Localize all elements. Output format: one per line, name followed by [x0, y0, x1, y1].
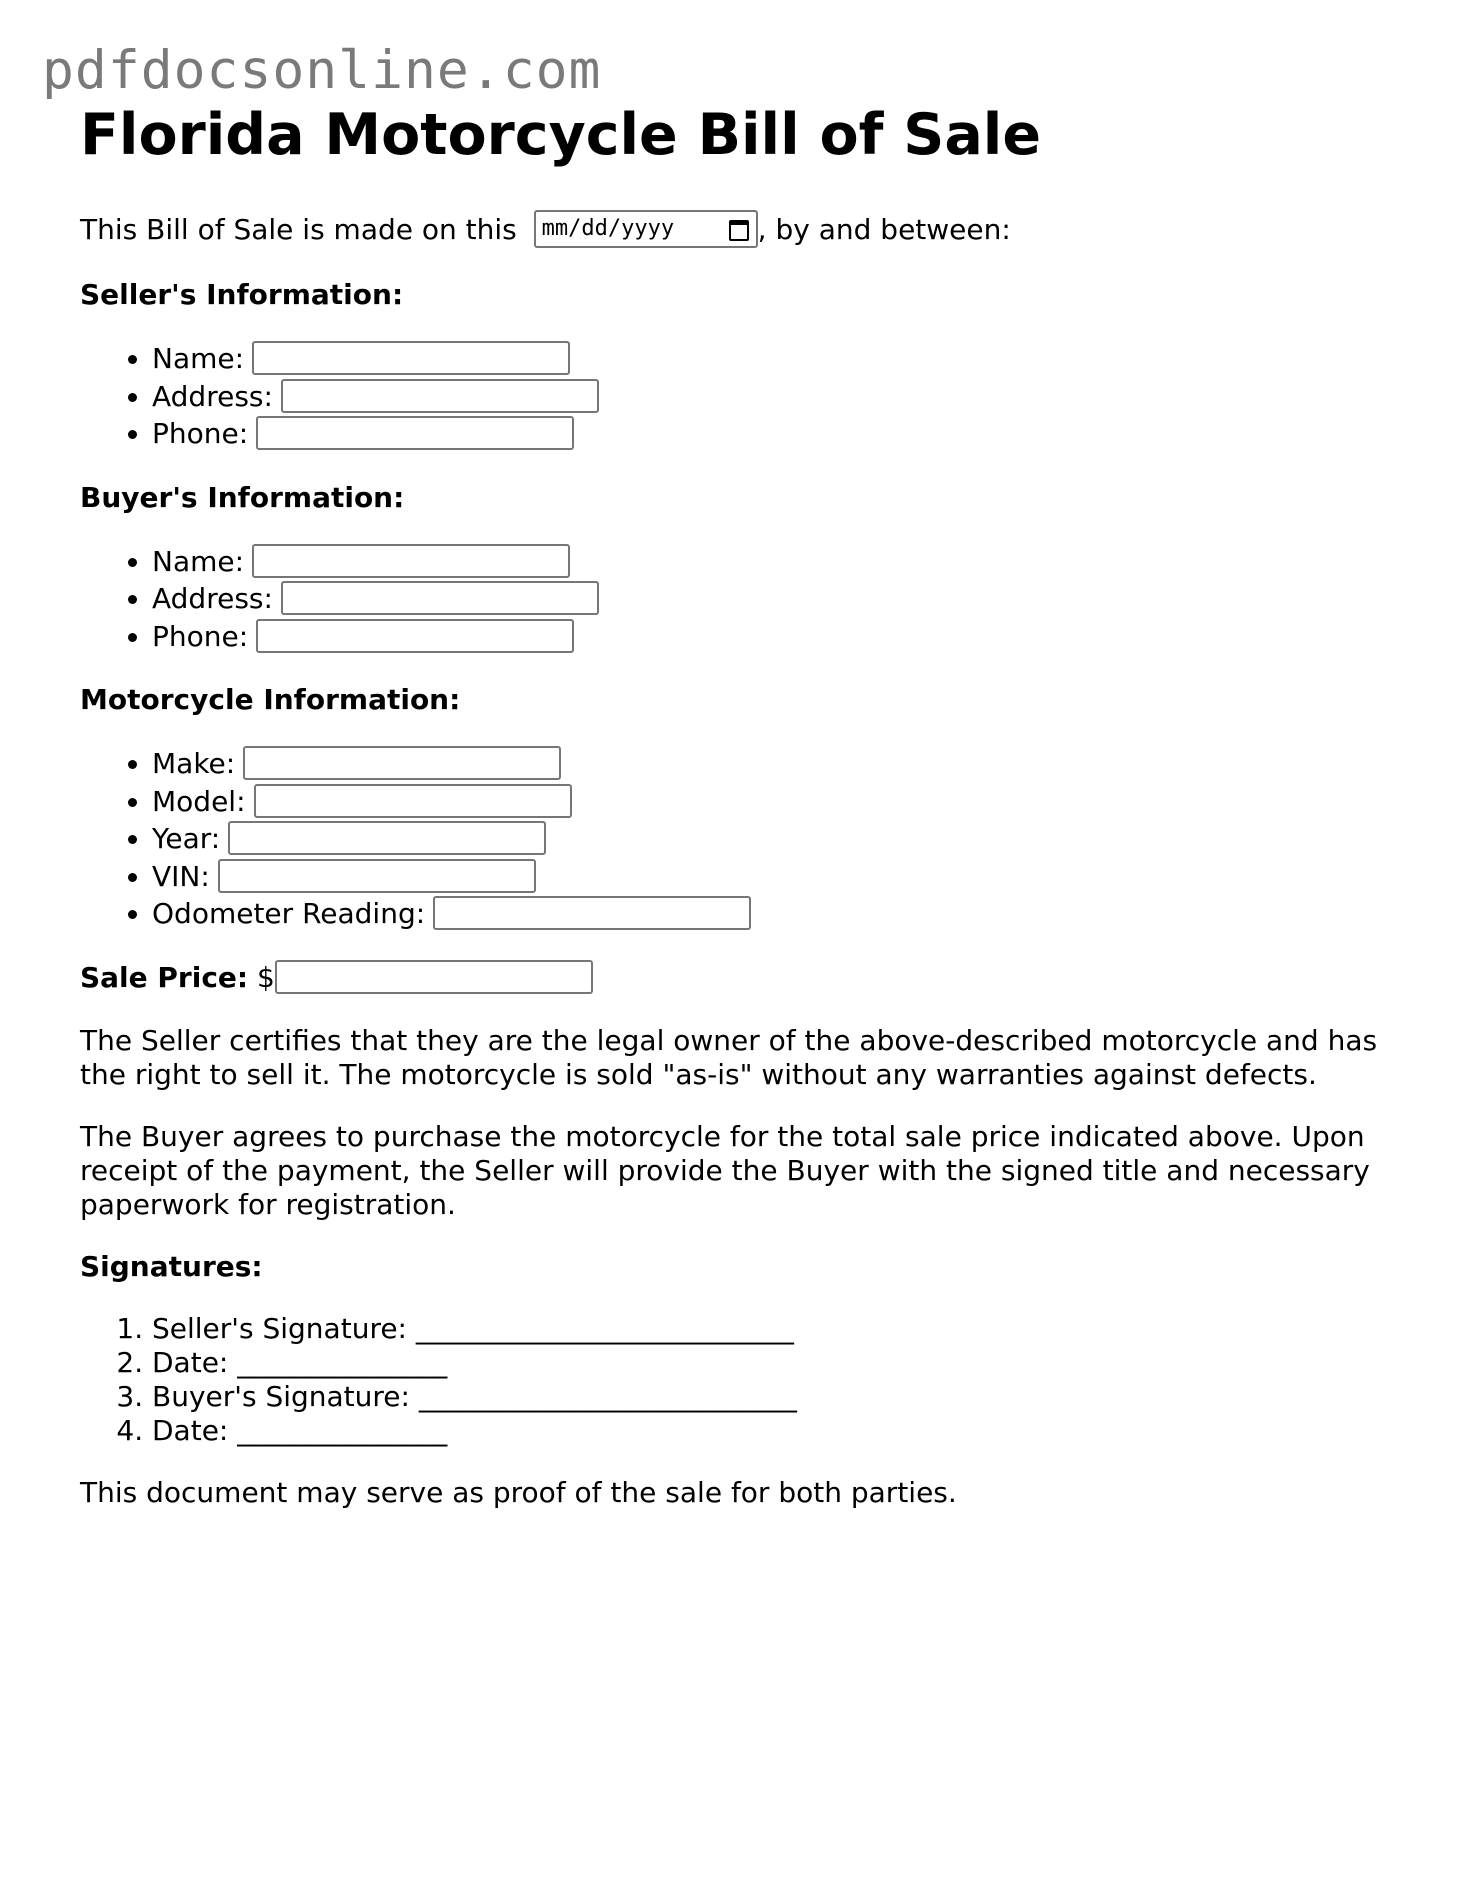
seller-heading: Seller's Information:	[80, 278, 404, 312]
motorcycle-heading: Motorcycle Information:	[80, 683, 461, 717]
buyer-address-label: Address:	[152, 582, 273, 616]
seller-phone-label: Phone:	[152, 417, 249, 451]
sale-price-line	[80, 961, 1400, 996]
seller-signature-line: 1. Seller's Signature: ___________________________	[152, 1312, 1400, 1346]
sale-date-input[interactable]	[534, 210, 758, 248]
watermark: pdfdocsonline.com	[42, 40, 602, 101]
document-body	[80, 100, 1400, 1510]
vin-item	[152, 858, 1400, 896]
date-placeholder: mm/dd/yyyy	[541, 216, 675, 242]
buyer-phone-item	[152, 618, 1400, 656]
seller-date-line: 2. Date: _______________	[152, 1346, 1400, 1380]
buyer-name-input[interactable]	[252, 544, 570, 578]
seller-fields	[80, 340, 1400, 453]
intro-line	[80, 212, 1400, 250]
buyer-address-item	[152, 580, 1400, 618]
buyer-fields	[80, 543, 1400, 656]
seller-name-input[interactable]	[252, 341, 570, 375]
odometer-input[interactable]	[433, 896, 751, 930]
seller-name-label: Name:	[152, 342, 245, 376]
signatures-heading: Signatures:	[80, 1249, 263, 1283]
buyer-heading: Buyer's Information:	[80, 480, 405, 514]
make-input[interactable]	[243, 746, 561, 780]
buyer-signature-line: 3. Buyer's Signature: ___________________________	[152, 1380, 1400, 1414]
sale-price-label: Sale Price:	[80, 960, 249, 994]
seller-address-label: Address:	[152, 379, 273, 413]
seller-phone-input[interactable]	[256, 416, 574, 450]
closing-statement: This document may serve as proof of the sale for both parties.	[80, 1475, 957, 1509]
odometer-label: Odometer Reading:	[152, 897, 426, 931]
intro-suffix: , by and between:	[757, 213, 1011, 247]
buyer-address-input[interactable]	[281, 581, 599, 615]
calendar-icon[interactable]	[729, 220, 749, 241]
make-item	[152, 745, 1400, 783]
page-title: Florida Motorcycle Bill of Sale	[80, 102, 1041, 168]
intro-prefix: This Bill of Sale is made on this	[80, 213, 517, 247]
signatures-list	[80, 1312, 1400, 1448]
seller-phone-item	[152, 415, 1400, 453]
seller-certification-paragraph: The Seller certifies that they are the legal owner of the above-described motorcycle and has the right to sell it. The motorcycle is sold "as-is" without any warranties against defects.	[80, 1023, 1378, 1091]
currency-symbol: $	[257, 960, 275, 994]
model-input[interactable]	[254, 784, 572, 818]
vin-input[interactable]	[218, 859, 536, 893]
model-item	[152, 783, 1400, 821]
odometer-item	[152, 895, 1400, 933]
sale-price-input[interactable]	[275, 960, 593, 994]
buyer-name-label: Name:	[152, 544, 245, 578]
buyer-name-item	[152, 543, 1400, 581]
year-item	[152, 820, 1400, 858]
make-label: Make:	[152, 747, 236, 781]
buyer-phone-input[interactable]	[256, 619, 574, 653]
motorcycle-fields	[80, 745, 1400, 933]
buyer-phone-label: Phone:	[152, 619, 249, 653]
buyer-agreement-paragraph: The Buyer agrees to purchase the motorcycle for the total sale price indicated above. Upon receipt of the payment, the Seller will provide the Buyer with the signed title and necessary paperwork for registration.	[80, 1119, 1370, 1221]
vin-label: VIN:	[152, 859, 210, 893]
model-label: Model:	[152, 784, 246, 818]
buyer-date-line: 4. Date: _______________	[152, 1414, 1400, 1448]
seller-address-item	[152, 378, 1400, 416]
seller-name-item	[152, 340, 1400, 378]
year-label: Year:	[152, 822, 221, 856]
seller-address-input[interactable]	[281, 379, 599, 413]
year-input[interactable]	[228, 821, 546, 855]
